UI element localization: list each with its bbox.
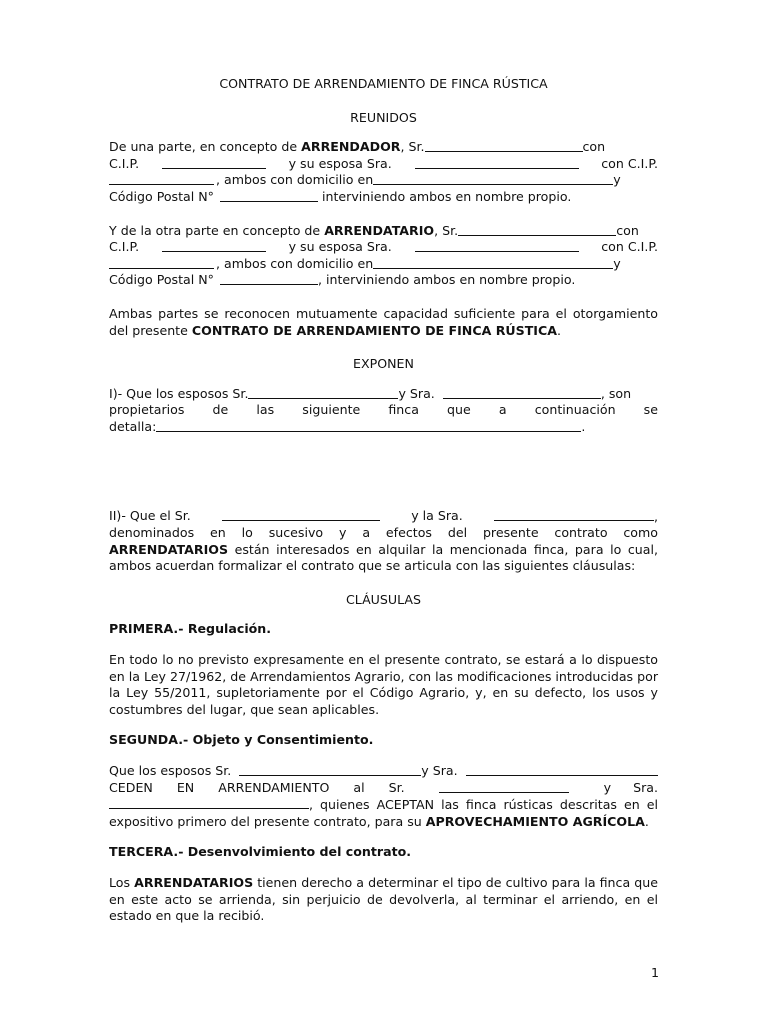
document-title: CONTRATO DE ARRENDAMIENTO DE FINCA RÚSTICA — [219, 76, 548, 91]
blank-field[interactable] — [458, 223, 616, 236]
clausula-primera-title: PRIMERA.- Regulación. — [109, 621, 272, 637]
clausula-segunda-title: SEGUNDA.- Objeto y Consentimiento. — [109, 732, 374, 748]
capacidad-paragraph: Ambas partes se reconocen mutuamente capacidad suficiente para el otorgamiento del presente CONTRATO DE ARRENDAMIENTO DE FINCA RÚSTICA. — [109, 305, 658, 338]
document-page — [109, 70, 658, 925]
blank-field[interactable] — [248, 386, 398, 399]
blank-field[interactable] — [222, 508, 380, 521]
exponen-segundo: II)- Que el Sr. y la Sra. , denominados en lo sucesivo y a efectos del presente contrato como ARRENDATARIOS están interesados en alquilar la mencionada finca, para lo cual, ambos acuerdan formalizar el contrato que se articula con las siguientes cláusulas: — [109, 507, 658, 574]
blank-field[interactable] — [373, 172, 613, 185]
blank-field[interactable] — [220, 189, 318, 202]
blank-field[interactable] — [109, 796, 309, 809]
clausula-segunda-text: Que los esposos Sr. y Sra. CEDEN EN ARRENDAMIENTO al Sr. y Sra. , quienes ACEPTAN las finca rústicas descritas en el expositivo primero del presente contrato, para su APROVECHAMIENTO AGRÍCOLA. — [109, 763, 658, 829]
blank-field[interactable] — [109, 256, 214, 269]
blank-field[interactable] — [439, 780, 569, 793]
blank-field[interactable] — [162, 156, 266, 169]
blank-field[interactable] — [239, 763, 421, 776]
blank-field[interactable] — [156, 419, 581, 432]
blank-field[interactable] — [109, 172, 214, 185]
blank-field[interactable] — [162, 239, 266, 252]
blank-field[interactable] — [415, 239, 579, 252]
blank-field[interactable] — [425, 139, 583, 152]
blank-field[interactable] — [415, 156, 579, 169]
blank-field[interactable] — [494, 508, 654, 521]
blank-field[interactable] — [443, 386, 601, 399]
clausula-tercera-title: TERCERA.- Desenvolvimiento del contrato. — [109, 844, 412, 860]
heading-clausulas: CLÁUSULAS — [345, 591, 422, 607]
exponen-primero: I)- Que los esposos Sr. y Sra. , son propietarios de las siguiente finca que a continuación se detalla: . — [109, 385, 658, 434]
blank-field[interactable] — [220, 272, 318, 285]
heading-reunidos: REUNIDOS — [350, 109, 417, 125]
blank-field[interactable] — [466, 763, 658, 776]
blank-field[interactable] — [373, 256, 613, 269]
arrendador-paragraph: De una parte, en concepto de ARRENDADOR , Sr. con C.I.P. y su esposa Sra. con C.I.P. , ambos con domicilio en y Código Postal N° interviniendo ambos en nombre propio. — [109, 139, 658, 204]
clausula-primera-text: En todo lo no previsto expresamente en el presente contrato, se estará a lo dispuesto en la Ley 27/1962, de Arrendamientos Agrario, con las modificaciones introducidas por la Ley 55/2011, supletoriamente por el Código Agrario, y, en su defecto, los usos y costumbres del lugar, que sean aplicables. — [109, 652, 658, 717]
page-number: 1 — [651, 965, 660, 980]
arrendatario-paragraph: Y de la otra parte en concepto de ARRENDATARIO , Sr. con C.I.P. y su esposa Sra. con C.I.P. , ambos con domicilio en y Código Postal N° , interviniendo ambos en nombre propio. — [109, 222, 658, 288]
heading-exponen: EXPONEN — [353, 356, 414, 372]
clausula-tercera-text: Los ARRENDATARIOS tienen derecho a determinar el tipo de cultivo para la finca que en este acto se arrienda, sin perjuicio de devolverla, al terminar el arriendo, en el estado en que la recibió. — [109, 875, 658, 924]
